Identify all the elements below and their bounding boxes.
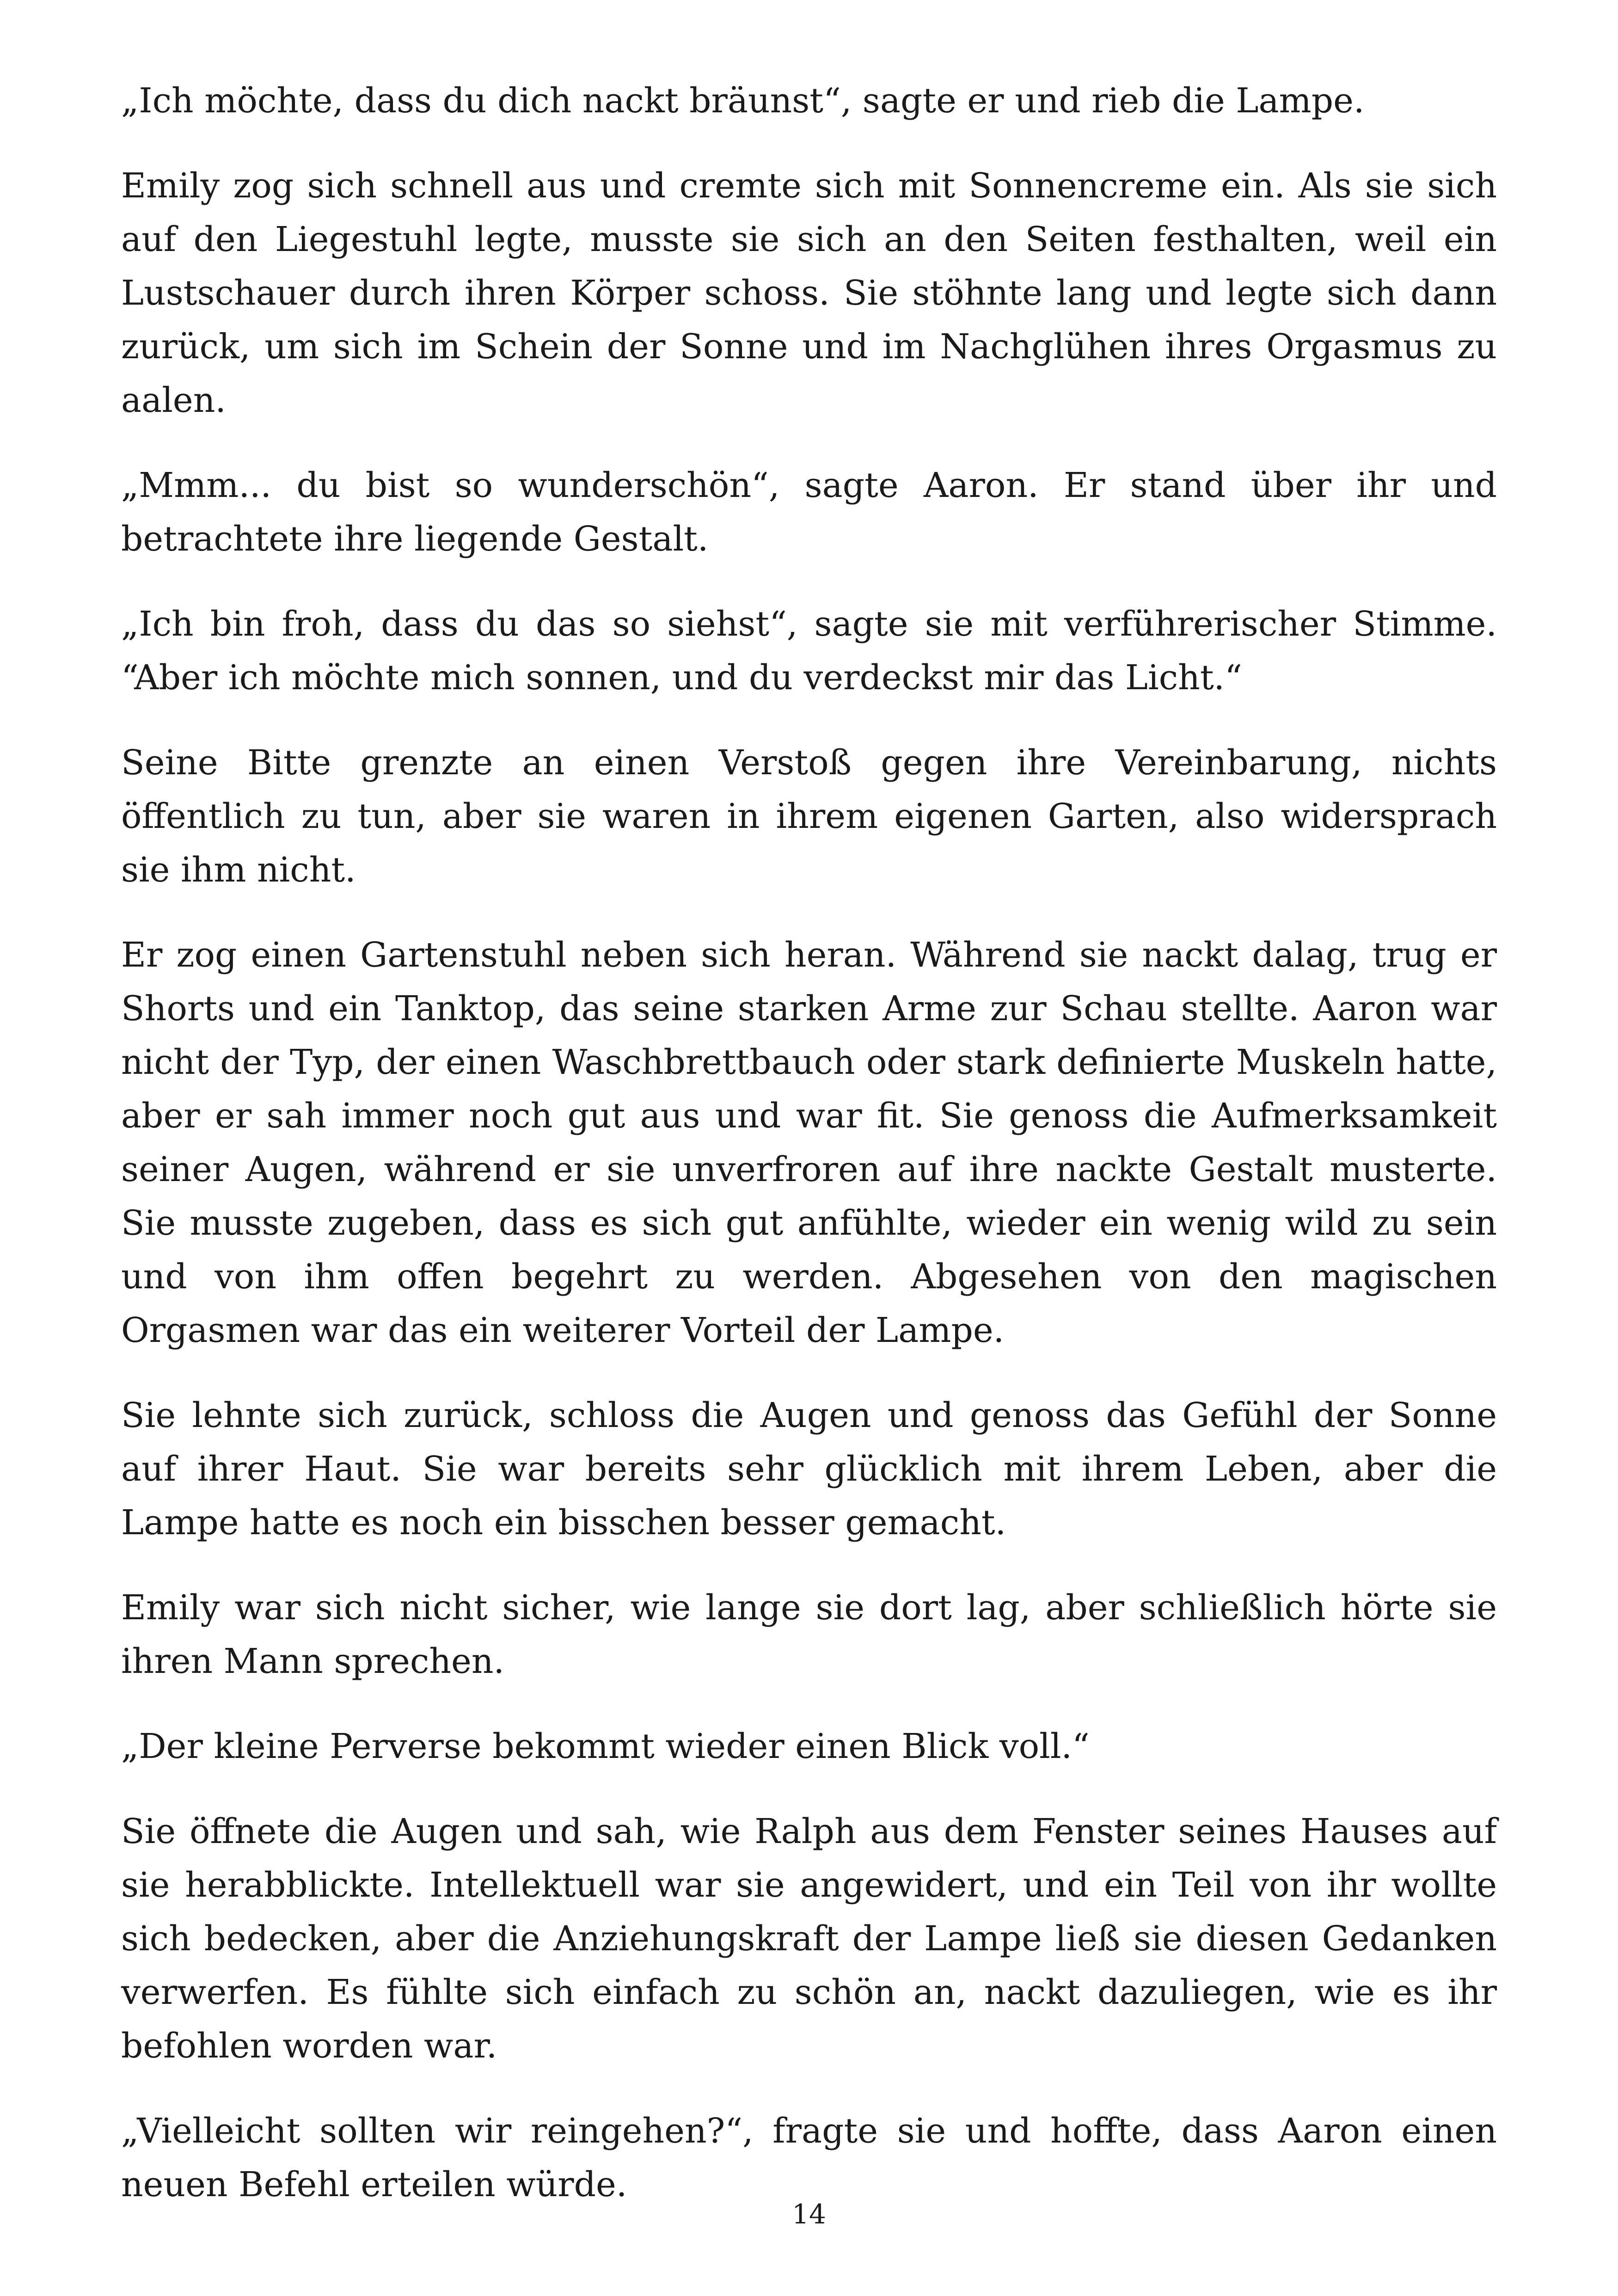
paragraph: Er zog einen Gartenstuhl neben sich heran. Während sie nackt dalag, trug er Shorts und ein Tanktop, das seine starken Arme zur Schau stellte. Aaron war nicht der Typ, der einen Waschbrettbauch oder stark definierte Muskeln hatte, aber er sah immer noch gut aus und war fit. Sie genoss die Aufmerksamkeit seiner Augen, während er sie unverfroren auf ihre nackte Gestalt musterte. Sie musste zugeben, dass es sich gut anfühlte, wieder ein wenig wild zu sein und von ihm offen begehrt zu werden. Abgesehen von den magischen Orgasmen war das ein weiterer Vorteil der Lampe. <box>121 935 1497 1350</box>
paragraph: „Ich bin froh, dass du das so siehst“, sagte sie mit verführerischer Stimme. “Aber ich möchte mich sonnen, und du verdeckst mir das Licht.“ <box>121 604 1497 698</box>
page-number: 14 <box>792 2198 826 2230</box>
paragraph: „Ich möchte, dass du dich nackt bräunst“, sagte er und rieb die Lampe. <box>121 81 1365 121</box>
paragraph: „Vielleicht sollten wir reingehen?“, fragte sie und hoffte, dass Aaron einen neuen Befehl erteilen würde. <box>121 2111 1497 2204</box>
paragraph: „Der kleine Perverse bekommt wieder einen Blick voll.“ <box>121 1727 1090 1766</box>
paragraph: Sie öffnete die Augen und sah, wie Ralph aus dem Fenster seines Hauses auf sie herabblickte. Intellektuell war sie angewidert, und ein Teil von ihr wollte sich bedecken, aber die Anziehungskraft der Lampe ließ sie diesen Gedanken verwerfen. Es fühlte sich einfach zu schön an, nackt dazuliegen, wie es ihr befohlen worden war. <box>121 1812 1497 2066</box>
paragraph: Seine Bitte grenzte an einen Verstoß gegen ihre Vereinbarung, nichts öffentlich zu tun, aber sie waren in ihrem eigenen Garten, also widersprach sie ihm nicht. <box>121 743 1497 890</box>
paragraph: Sie lehnte sich zurück, schloss die Augen und genoss das Gefühl der Sonne auf ihrer Haut. Sie war bereits sehr glücklich mit ihrem Leben, aber die Lampe hatte es noch ein bisschen besser gemacht. <box>121 1396 1497 1543</box>
paragraph: Emily zog sich schnell aus und cremte sich mit Sonnencreme ein. Als sie sich auf den Liegestuhl legte, musste sie sich an den Seiten festhalten, weil ein Lustschauer durch ihren Körper schoss. Sie stöhnte lang und legte sich dann zurück, um sich im Schein der Sonne und im Nachglühen ihres Orgasmus zu aalen. <box>121 166 1497 420</box>
paragraph: Emily war sich nicht sicher, wie lange sie dort lag, aber schließlich hörte sie ihren Mann sprechen. <box>121 1588 1497 1681</box>
paragraph: „Mmm... du bist so wunderschön“, sagte Aaron. Er stand über ihr und betrachtete ihre liegende Gestalt. <box>121 465 1497 559</box>
body-text <box>121 74 1497 2243</box>
